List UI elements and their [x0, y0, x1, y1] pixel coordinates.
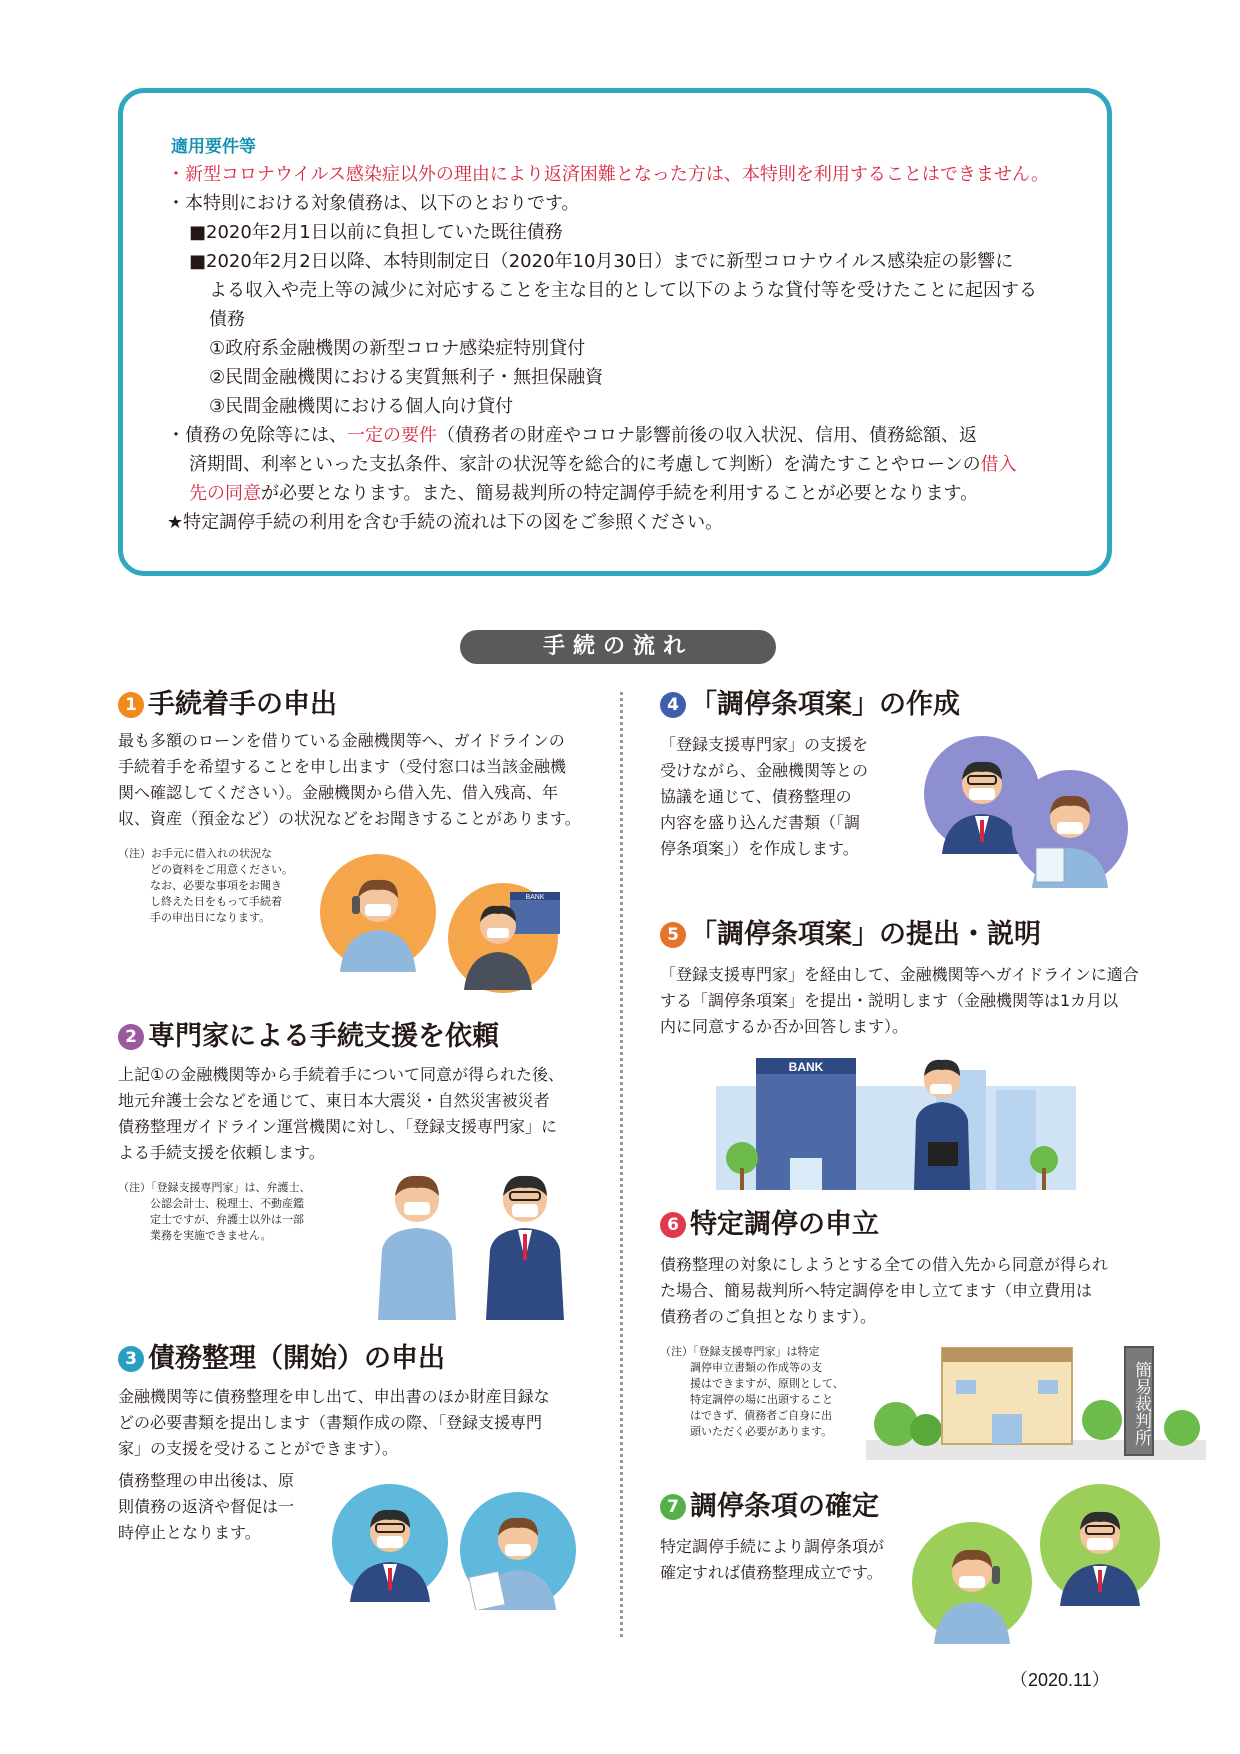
step-number-badge: 5 — [660, 922, 686, 948]
step3-body-line: どの必要書類を提出します（書類作成の際、「登録支援専門 — [118, 1413, 543, 1432]
highlight-span: 借入 — [980, 454, 1017, 475]
bank-building-illustration — [716, 1050, 1076, 1190]
step3-body-line: 金融機関等に債務整理を申し出て、申出書のほか財産目録な — [118, 1387, 550, 1406]
step1-title — [118, 688, 337, 722]
requirements-line: 債務 — [209, 309, 245, 330]
step1-note-line: （注）お手元に借入れの状況な — [118, 847, 272, 860]
step1-note-line: なお、必要な事項をお聞き — [150, 879, 282, 892]
step2-body-line: 上記①の金融機関等から手続着手について同意が得られた後、 — [118, 1065, 565, 1084]
step2-body-line: 地元弁護士会などを通じて、東日本大震災・自然災害被災者 — [118, 1091, 550, 1110]
step6-note-line: はできず、債務者ご自身に出 — [690, 1409, 833, 1422]
step6-note-line: 頭いただく必要があります。 — [690, 1425, 833, 1438]
requirements-box — [118, 88, 1112, 576]
step1-note-line: どの資料をご用意ください。 — [150, 863, 293, 876]
step5-body-line: する「調停条項案」を提出・説明します（金融機関等は1カ月以 — [660, 991, 1119, 1010]
step6-body-line: 債務整理の対象にしようとする全ての借入先から同意が得られ — [660, 1255, 1109, 1274]
step-title-text: 手続着手の申出 — [148, 689, 337, 720]
suit-person-phone-illustration — [330, 1482, 450, 1602]
step6-body-line: 債務者のご負担となります）。 — [660, 1307, 877, 1326]
highlight-span: 先の同意 — [189, 483, 261, 504]
step4-body-line: 内容を盛り込んだ書類（「調 — [660, 813, 861, 832]
person-phone-illustration — [318, 852, 438, 972]
step3-body-line: 家」の支援を受けることができます）。 — [118, 1439, 399, 1458]
step-title-text: 調停条項の確定 — [690, 1491, 879, 1522]
requirements-line: ■2020年2月2日以降、本特則制定日（2020年10月30日）までに新型コロナウイルス感染症の影響に — [189, 251, 1014, 272]
requirements-line — [189, 482, 978, 506]
step6-body-line: た場合、簡易裁判所へ特定調停を申し立てます（申立費用は — [660, 1281, 1093, 1300]
text-span: ・債務の免除等には、 — [167, 425, 347, 446]
bank-sign-text: BANK — [525, 894, 545, 901]
requirements-title: 適用要件等 — [171, 137, 256, 157]
requirements-line: よる収入や売上等の減少に対応することを主な目的として以下のような貸付等を受けたことに起因する — [209, 280, 1037, 301]
step2-note-line: 公認会計士、税理士、不動産鑑 — [150, 1197, 304, 1210]
center-divider — [620, 692, 623, 1637]
step3-body-line: 債務整理の申出後は、原 — [118, 1471, 295, 1490]
step2-note-line: （注）「登録支援専門家」は、弁護士、 — [118, 1181, 311, 1194]
step2-title — [118, 1020, 499, 1054]
step2-note-line: 定士ですが、弁護士以外は一部 — [150, 1213, 304, 1226]
step1-body-line: 収、資産（預金など）の状況などをお聞きすることがあります。 — [118, 809, 581, 828]
step4-title — [660, 688, 960, 722]
text-span: 済期間、利率といった支払条件、家計の状況等を総合的に考慮して判断）を満たすことやローンの — [189, 454, 981, 475]
step-number-badge: 4 — [660, 692, 686, 718]
step-number-badge: 3 — [118, 1346, 144, 1372]
step1-note-line: 手の申出日になります。 — [150, 911, 271, 924]
step4-body-line: 協議を通じて、債務整理の — [660, 787, 852, 806]
person-phone-illustration — [910, 1520, 1034, 1644]
step4-body-line: 受けながら、金融機関等との — [660, 761, 869, 780]
step-title-text: 「調停条項案」の作成 — [690, 689, 960, 720]
person-document-illustration — [458, 1490, 578, 1610]
step1-body-line: 最も多額のローンを借りている金融機関等へ、ガイドラインの — [118, 731, 565, 750]
step1-body-line: 関へ確認してください）。金融機関から借入先、借入残高、年 — [118, 783, 559, 802]
expert-suit-illustration — [480, 1160, 570, 1320]
requirements-line: ③民間金融機関における個人向け貸付 — [209, 396, 514, 417]
step-title-text: 特定調停の申立 — [690, 1209, 879, 1240]
courthouse-illustration — [866, 1340, 1206, 1460]
expert-person-illustration — [372, 1160, 462, 1320]
step7-title — [660, 1490, 879, 1524]
person-document-illustration — [1010, 768, 1130, 888]
footer-date: （2020.11） — [1010, 1670, 1110, 1690]
step1-note-line: し終えた日をもって手続着 — [150, 895, 282, 908]
step3-body-line: 則債務の返済や督促は一 — [118, 1497, 295, 1516]
court-sign-text: 簡易裁判所 — [1124, 1346, 1154, 1456]
step-title-text: 専門家による手続支援を依頼 — [148, 1021, 499, 1052]
step7-body-line: 確定すれば債務整理成立です。 — [660, 1563, 883, 1582]
step4-body-line: 「登録支援専門家」の支援を — [660, 735, 869, 754]
step4-body-line: 停条項案」）を作成します。 — [660, 839, 859, 858]
step2-note-line: 業務を実施できません。 — [150, 1229, 272, 1242]
bank-sign-text: BANK — [788, 1060, 824, 1074]
step-number-badge: 2 — [118, 1024, 144, 1050]
requirements-line: ■2020年2月1日以前に負担していた既往債務 — [189, 222, 563, 243]
step-number-badge: 1 — [118, 692, 144, 718]
step6-title — [660, 1208, 879, 1242]
requirements-line: ①政府系金融機関の新型コロナ感染症特別貸付 — [209, 338, 586, 359]
flow-header: 手続の流れ — [460, 630, 776, 664]
step3-title — [118, 1342, 445, 1376]
step5-body-line: 内に同意するか否か回答します）。 — [660, 1017, 909, 1036]
suit-person-phone-illustration — [1038, 1482, 1162, 1606]
step1-body-line: 手続着手を希望することを申し出ます（受付窓口は当該金融機 — [118, 757, 567, 776]
step5-body-line: 「登録支援専門家」を経由して、金融機関等へガイドラインに適合 — [660, 965, 1139, 984]
step2-body-line: 債務整理ガイドライン運営機関に対し、「登録支援専門家」に — [118, 1117, 558, 1136]
step6-note-line: 援はできますが、原則として、 — [690, 1377, 844, 1390]
step6-note-line: 特定調停の場に出頭すること — [690, 1393, 833, 1406]
requirements-line — [189, 453, 1017, 477]
requirements-line — [167, 424, 977, 448]
step6-note-line: （注）「登録支援専門家」は特定 — [660, 1345, 820, 1358]
step-title-text: 債務整理（開始）の申出 — [148, 1343, 445, 1374]
step3-body-line: 時停止となります。 — [118, 1523, 261, 1542]
step-number-badge: 7 — [660, 1494, 686, 1520]
step-number-badge: 6 — [660, 1212, 686, 1238]
step2-body-line: よる手続支援を依頼します。 — [118, 1143, 325, 1162]
step-title-text: 「調停条項案」の提出・説明 — [690, 919, 1041, 950]
requirements-line: ★特定調停手続の利用を含む手続の流れは下の図をご参照ください。 — [167, 512, 724, 533]
requirements-line: ・本特則における対象債務は、以下のとおりです。 — [167, 193, 580, 214]
step6-note-line: 調停申立書類の作成等の支 — [690, 1361, 822, 1374]
text-span: （債務者の財産やコロナ影響前後の収入状況、信用、債務総額、返 — [437, 425, 977, 446]
requirements-line: ②民間金融機関における実質無利子・無担保融資 — [209, 367, 604, 388]
requirements-line: ・新型コロナウイルス感染症以外の理由により返済困難となった方は、本特則を利用することはできません。 — [167, 164, 1049, 185]
person-bank-illustration — [448, 878, 568, 998]
step5-title — [660, 918, 1041, 952]
step7-body-line: 特定調停手続により調停条項が — [660, 1537, 885, 1556]
highlight-span: 一定の要件 — [347, 425, 437, 446]
text-span: が必要となります。また、簡易裁判所の特定調停手続を利用することが必要となります。 — [261, 483, 979, 504]
